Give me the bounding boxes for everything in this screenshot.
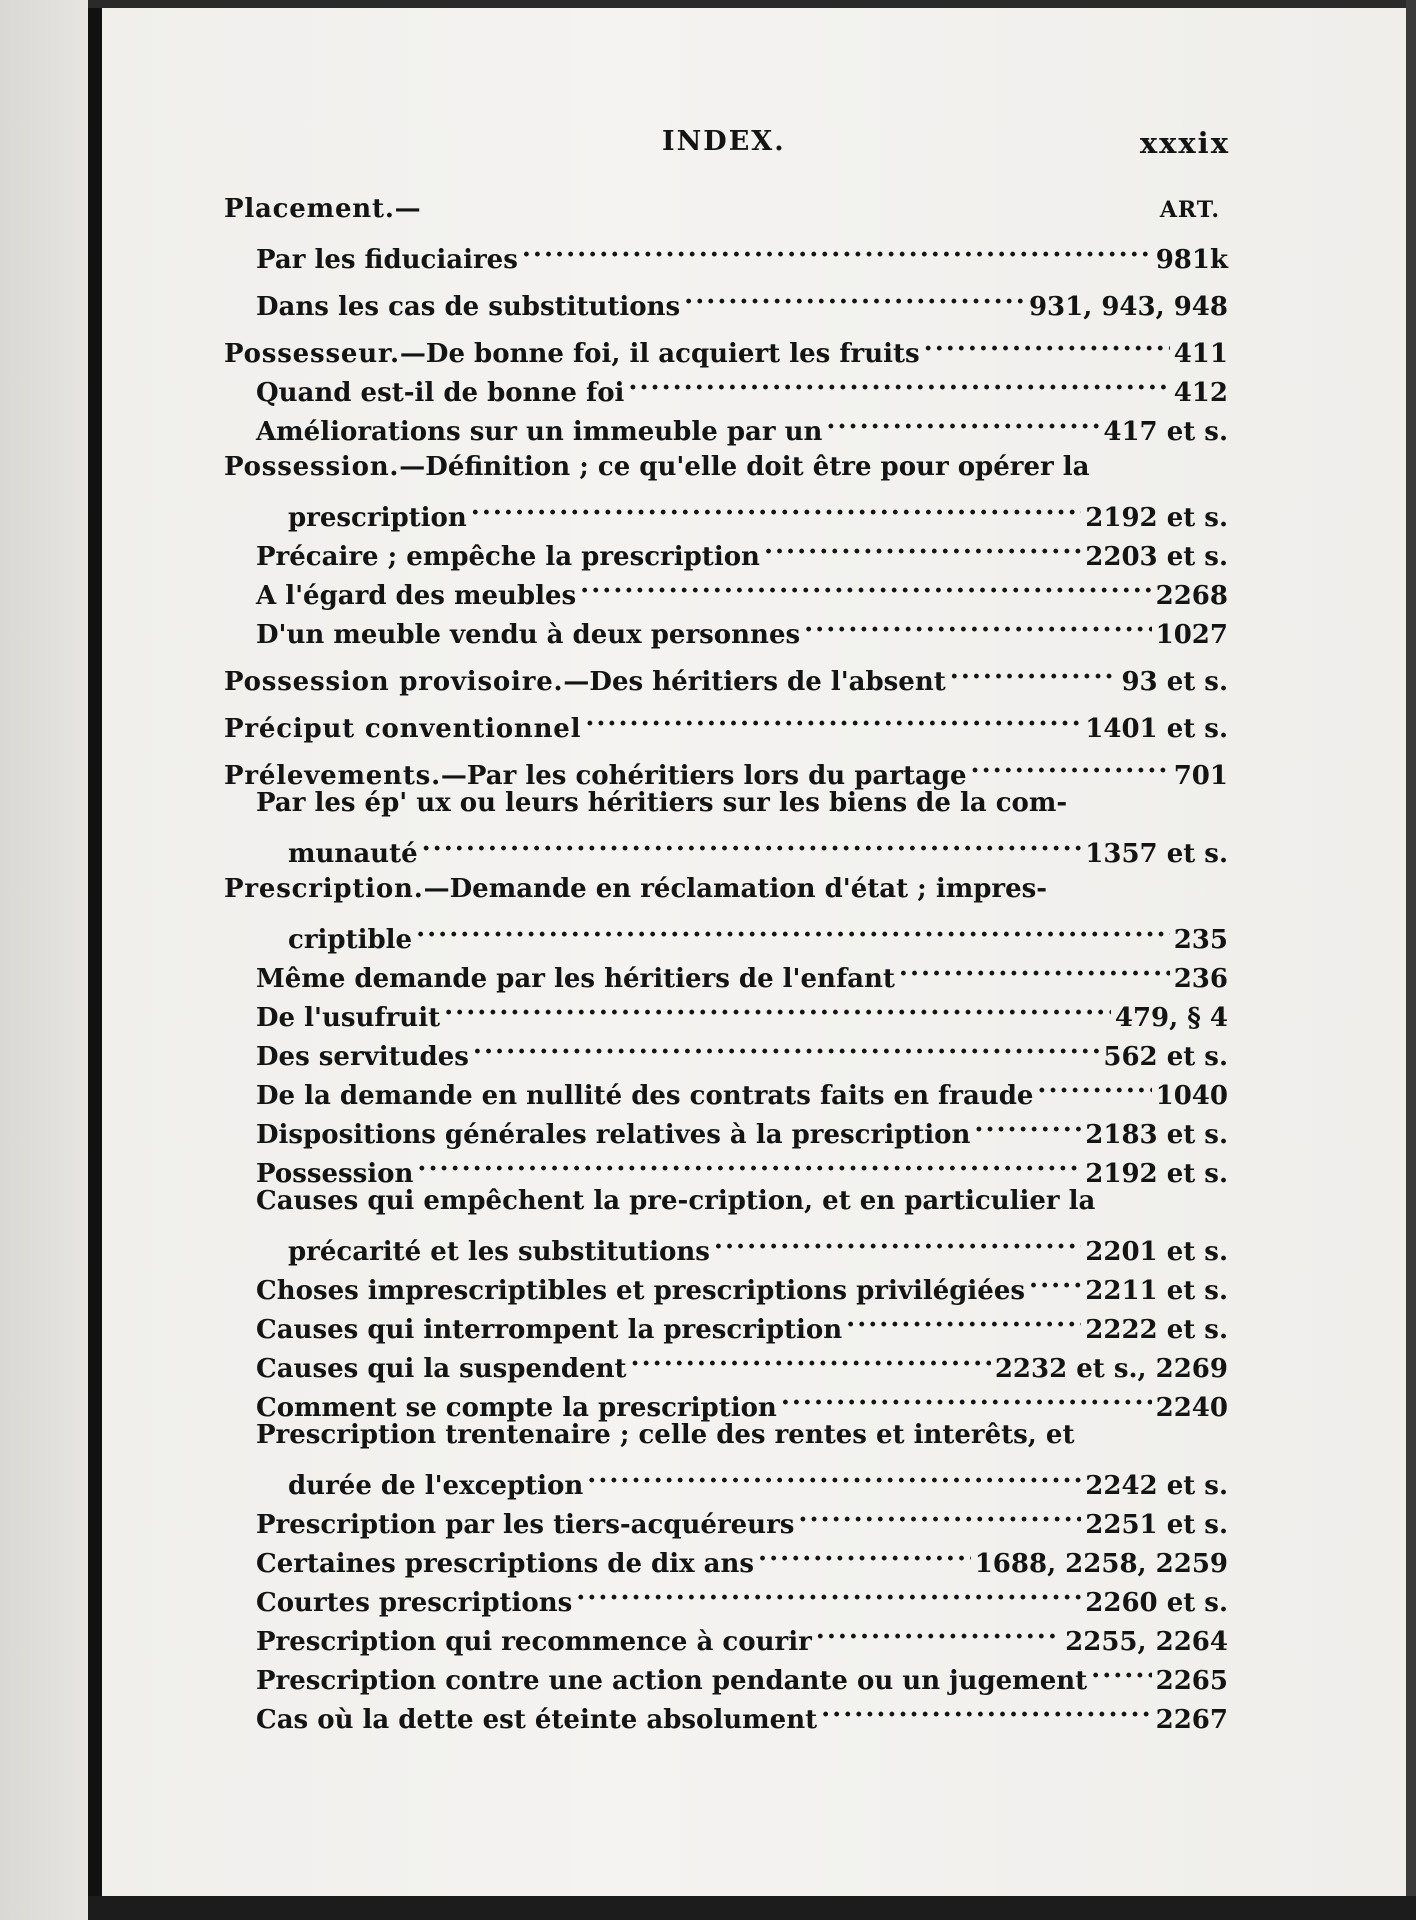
article-reference: 417 et s. (1103, 417, 1228, 447)
entry-description: Prescription contre une action pendante ou un jugement (256, 1666, 1088, 1696)
entry-description: A l'égard des meubles (256, 581, 577, 611)
entry-description: Quand est-il de bonne foi (256, 378, 625, 408)
article-reference: 931, 943, 948 (1028, 292, 1228, 322)
entry-text (256, 1584, 572, 1623)
entry-text (256, 374, 624, 413)
entry-description: —Par les cohéritiers lors du partage (440, 761, 967, 791)
entry-text (224, 870, 1047, 909)
dot-leader (846, 1299, 1081, 1338)
entry-heading: Possesseur. (224, 339, 400, 369)
entry-heading: Possession provisoire. (224, 667, 564, 697)
running-head-title: INDEX. (662, 126, 786, 157)
dot-leader (804, 604, 1152, 643)
article-reference: 1357 et s. (1085, 839, 1228, 869)
dot-leader (587, 1455, 1081, 1494)
entry-heading: Prescription. (224, 874, 424, 904)
article-reference: 2232 et s., 2269 (994, 1354, 1228, 1384)
entry-description: —Demande en réclamation d'état ; impres- (423, 874, 1048, 904)
entry-description: —De bonne foi, il acquiert les fruits (399, 339, 920, 369)
dot-leader (422, 823, 1082, 862)
dot-leader (473, 1026, 1099, 1065)
dot-leader (899, 948, 1170, 987)
entry-description: Cas où la dette est éteinte absolument (256, 1705, 818, 1735)
entry-text (256, 1077, 1033, 1116)
entry-text (256, 1506, 794, 1545)
page-number: xxxix (1139, 126, 1230, 160)
entry-text (224, 190, 421, 229)
entry-text (288, 1467, 583, 1506)
index-entry (224, 276, 1228, 322)
entry-description: Prescription par les tiers-acquéreurs (256, 1510, 795, 1540)
article-reference: 981k (1155, 245, 1228, 275)
entry-description: De la demande en nullité des contrats faits en fraude (256, 1081, 1034, 1111)
dot-leader (798, 1494, 1081, 1533)
entry-description: criptible (288, 925, 413, 955)
article-reference: 2260 et s. (1085, 1588, 1228, 1618)
article-reference: 412 (1173, 378, 1228, 408)
index-entry (224, 823, 1228, 869)
entry-description: munauté (288, 839, 418, 869)
article-reference: 411 (1173, 339, 1228, 369)
index-entry (224, 745, 1228, 791)
dot-leader (821, 1689, 1152, 1728)
index-entry (224, 784, 1228, 823)
index-entry (224, 190, 1228, 229)
index-entry (224, 1221, 1228, 1267)
dot-leader (764, 526, 1081, 565)
article-column-label: ART. (1159, 197, 1220, 223)
running-head (0, 126, 1416, 166)
entry-description: Choses imprescriptibles et prescriptions privilégiées (256, 1276, 1026, 1306)
entry-description: Améliorations sur un immeuble par un (256, 417, 823, 447)
entry-text (256, 1182, 1095, 1221)
dot-leader (1091, 1650, 1151, 1689)
dot-leader (580, 565, 1151, 604)
article-reference: 2265 (1155, 1666, 1228, 1696)
index-entry (224, 1455, 1228, 1501)
entry-description: Par les fiduciaires (256, 245, 518, 275)
article-reference: 2192 et s. (1085, 503, 1228, 533)
article-reference: 2267 (1155, 1705, 1228, 1735)
article-reference: 2255, 2264 (1065, 1627, 1228, 1657)
entry-text (256, 288, 680, 327)
entry-description: Des servitudes (256, 1042, 469, 1072)
entry-description: De l'usufruit (256, 1003, 441, 1033)
index-entry (224, 487, 1228, 533)
index-entry (224, 323, 1228, 369)
entry-heading: Prélevements. (224, 761, 441, 791)
dot-leader (826, 401, 1099, 440)
dot-leader (684, 276, 1025, 315)
article-reference: 2268 (1155, 581, 1228, 611)
dot-leader (585, 698, 1081, 737)
entry-description: Précaire ; empêche la prescription (256, 542, 760, 572)
article-reference: 1401 et s. (1085, 714, 1228, 744)
entry-description: —Des héritiers de l'absent (563, 667, 946, 697)
dot-leader (974, 1104, 1081, 1143)
article-reference: 2211 et s. (1085, 1276, 1228, 1306)
article-reference: 235 (1173, 925, 1228, 955)
entry-description: Même demande par les héritiers de l'enfant (256, 964, 895, 994)
article-reference: 562 et s. (1103, 1042, 1228, 1072)
entry-description: Causes qui la suspendent (256, 1354, 627, 1384)
entry-text (256, 413, 822, 452)
dot-leader (576, 1572, 1081, 1611)
entry-text (224, 448, 1089, 487)
dot-leader (758, 1533, 971, 1572)
entry-description: D'un meuble vendu à deux personnes (256, 620, 801, 650)
entry-description: Certaines prescriptions de dix ans (256, 1549, 755, 1579)
dot-leader (444, 987, 1111, 1026)
dot-leader (631, 1338, 991, 1377)
article-reference: 1040 (1155, 1081, 1228, 1111)
index-entry (224, 1182, 1228, 1221)
entry-description: Courtes prescriptions (256, 1588, 573, 1618)
entry-text (288, 499, 467, 538)
article-reference: 1027 (1155, 620, 1228, 650)
index-entry (224, 909, 1228, 955)
dot-leader (781, 1377, 1152, 1416)
index-entry (224, 229, 1228, 275)
entry-text (256, 784, 1067, 823)
index-entry (224, 870, 1228, 909)
article-reference: 479, § 4 (1114, 1003, 1228, 1033)
entry-heading: Placement.— (224, 194, 422, 224)
article-reference: 2203 et s. (1085, 542, 1228, 572)
article-reference: 93 et s. (1121, 667, 1228, 697)
entry-description: Causes qui interrompent la prescription (256, 1315, 843, 1345)
entry-description: Possession (256, 1159, 414, 1189)
entry-description: précarité et les substitutions (288, 1237, 710, 1267)
entry-text (256, 999, 440, 1038)
entry-text (256, 577, 576, 616)
article-reference: 2251 et s. (1085, 1510, 1228, 1540)
entry-text (288, 835, 418, 874)
index-entry (224, 1416, 1228, 1455)
bottom-frame-border (88, 1896, 1416, 1920)
article-reference: 2201 et s. (1085, 1237, 1228, 1267)
article-reference: 2240 (1155, 1393, 1228, 1423)
entry-description: Prescription trentenaire ; celle des rentes et interêts, et (256, 1420, 1075, 1450)
entry-description: Causes qui empêchent la pre-cription, et en particulier la (256, 1186, 1096, 1216)
dot-leader (816, 1611, 1061, 1650)
dot-leader (522, 229, 1152, 268)
entry-description: Prescription qui recommence à courir (256, 1627, 812, 1657)
index-entry (224, 651, 1228, 697)
entry-description: Dispositions générales relatives à la prescription (256, 1120, 971, 1150)
book-gutter (0, 0, 88, 1920)
index-entry (224, 698, 1228, 744)
entry-text (256, 1623, 812, 1662)
right-frame-border (1406, 0, 1416, 1920)
entry-description: Dans les cas de substitutions (256, 292, 681, 322)
entry-text (256, 1416, 1074, 1455)
article-reference: 2192 et s. (1085, 1159, 1228, 1189)
entry-heading: Possession. (224, 452, 400, 482)
dot-leader (971, 745, 1170, 784)
entry-text (256, 241, 518, 280)
index-entry (224, 448, 1228, 487)
dot-leader (628, 362, 1169, 401)
dot-leader (950, 651, 1118, 690)
entry-text (224, 663, 946, 702)
dot-leader (1037, 1065, 1151, 1104)
entry-text (224, 710, 581, 749)
article-reference: 2183 et s. (1085, 1120, 1228, 1150)
entry-description: durée de l'exception (288, 1471, 584, 1501)
article-reference: 236 (1173, 964, 1228, 994)
entry-description: Par les ép' ux ou leurs héritiers sur les biens de la com- (256, 788, 1068, 818)
article-reference: 2222 et s. (1085, 1315, 1228, 1345)
index-list (224, 190, 1228, 1735)
entry-text (288, 1233, 710, 1272)
entry-heading: Préciput conventionnel (224, 714, 582, 744)
dot-leader (471, 487, 1082, 526)
dot-leader (417, 1143, 1081, 1182)
dot-leader (416, 909, 1170, 948)
article-reference: 2242 et s. (1085, 1471, 1228, 1501)
top-frame-border (88, 0, 1416, 8)
article-reference: 701 (1173, 761, 1228, 791)
entry-text (256, 1350, 627, 1389)
entry-description: prescription (288, 503, 467, 533)
entry-description: —Définition ; ce qu'elle doit être pour opérer la (399, 452, 1090, 482)
entry-text (256, 1038, 469, 1077)
entry-text (288, 921, 412, 960)
dot-leader (714, 1221, 1081, 1260)
left-frame-border (88, 0, 102, 1920)
entry-text (256, 1701, 817, 1740)
entry-description: Comment se compte la prescription (256, 1393, 777, 1423)
dot-leader (924, 323, 1170, 362)
entry-text (256, 616, 800, 655)
dot-leader (1029, 1260, 1081, 1299)
article-reference: 1688, 2258, 2259 (974, 1549, 1228, 1579)
